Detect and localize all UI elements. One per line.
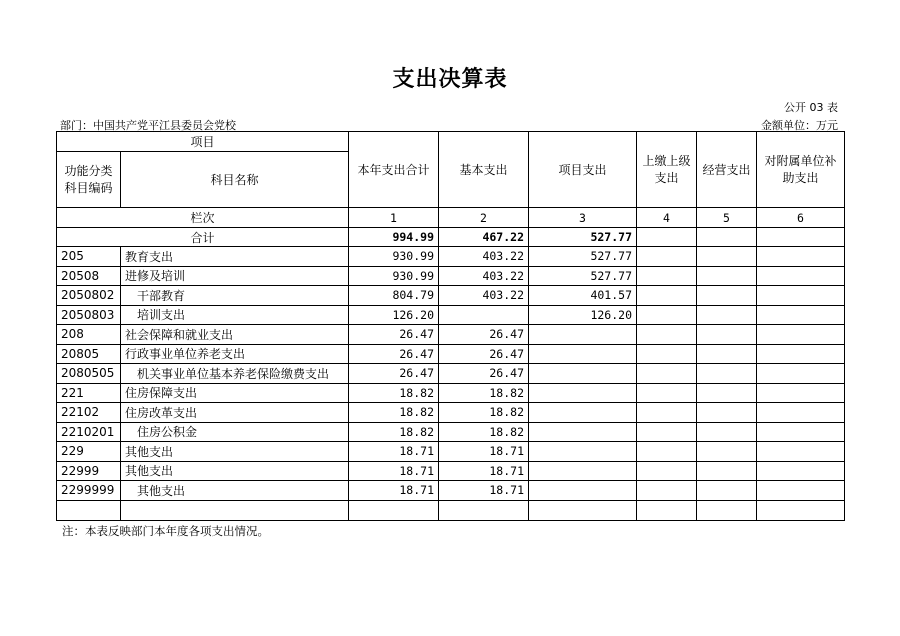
cell-subject-name: 其他支出 (121, 481, 349, 501)
cell-upper (637, 422, 697, 442)
amount-unit-label: 金额单位：万元 (761, 119, 838, 132)
column-number-label: 栏次 (57, 208, 349, 228)
table-row (57, 266, 845, 286)
cell-code: 2299999 (57, 481, 121, 501)
table-row (57, 500, 845, 520)
cell-business (697, 422, 757, 442)
cell-total: 18.82 (349, 383, 439, 403)
cell-code: 229 (57, 442, 121, 462)
cell-business (697, 247, 757, 267)
cell-project: 126.20 (529, 305, 637, 325)
cell-subject-name: 住房改革支出 (121, 403, 349, 423)
cell-total: 26.47 (349, 364, 439, 384)
column-number: 5 (697, 208, 757, 228)
cell-basic: 18.71 (439, 461, 529, 481)
cell-subsidy (757, 305, 845, 325)
cell-total: 26.47 (349, 325, 439, 345)
total-row (57, 228, 845, 247)
cell-project (529, 442, 637, 462)
column-number: 2 (439, 208, 529, 228)
cell-total: 18.71 (349, 442, 439, 462)
cell-subsidy (757, 247, 845, 267)
cell-basic: 18.82 (439, 383, 529, 403)
total-upper (637, 228, 697, 247)
cell-subject-name (121, 500, 349, 520)
cell-project (529, 500, 637, 520)
expenditure-table (56, 131, 845, 521)
cell-total: 18.71 (349, 461, 439, 481)
cell-subsidy (757, 481, 845, 501)
cell-subsidy (757, 403, 845, 423)
cell-project (529, 403, 637, 423)
cell-subsidy (757, 383, 845, 403)
table-row (57, 442, 845, 462)
cell-project: 527.77 (529, 266, 637, 286)
cell-subject-name: 其他支出 (121, 461, 349, 481)
cell-subsidy (757, 266, 845, 286)
table-row (57, 461, 845, 481)
cell-upper (637, 403, 697, 423)
cell-upper (637, 500, 697, 520)
cell-basic: 403.22 (439, 266, 529, 286)
column-number: 1 (349, 208, 439, 228)
cell-code: 20508 (57, 266, 121, 286)
page-title: 支出决算表 (392, 67, 508, 92)
cell-basic (439, 500, 529, 520)
cell-subsidy (757, 325, 845, 345)
cell-business (697, 364, 757, 384)
cell-subject-name: 住房公积金 (121, 422, 349, 442)
column-number: 6 (757, 208, 845, 228)
table-row (57, 305, 845, 325)
table-row (57, 344, 845, 364)
total-business (697, 228, 757, 247)
table-row (57, 481, 845, 501)
table-row (57, 383, 845, 403)
header-project-expenditure: 项目支出 (529, 132, 637, 208)
table-row (57, 247, 845, 267)
cell-upper (637, 344, 697, 364)
header-business: 经营支出 (697, 132, 757, 208)
cell-code: 2050803 (57, 305, 121, 325)
header-upper: 上缴上级支出 (637, 132, 697, 208)
cell-subsidy (757, 422, 845, 442)
header-func-code: 功能分类科目编码 (57, 152, 121, 208)
cell-subsidy (757, 461, 845, 481)
cell-business (697, 305, 757, 325)
cell-business (697, 383, 757, 403)
cell-project (529, 383, 637, 403)
cell-code: 22102 (57, 403, 121, 423)
cell-business (697, 442, 757, 462)
cell-upper (637, 364, 697, 384)
department-label: 部门：中国共产党平江县委员会党校 (60, 119, 236, 132)
cell-basic (439, 305, 529, 325)
total-amount: 994.99 (349, 228, 439, 247)
cell-total: 26.47 (349, 344, 439, 364)
cell-code: 2080505 (57, 364, 121, 384)
cell-upper (637, 481, 697, 501)
total-basic: 467.22 (439, 228, 529, 247)
header-subject-name: 科目名称 (121, 152, 349, 208)
cell-subsidy (757, 344, 845, 364)
cell-upper (637, 247, 697, 267)
table-row (57, 364, 845, 384)
table-row (57, 325, 845, 345)
cell-subject-name: 行政事业单位养老支出 (121, 344, 349, 364)
cell-basic: 18.82 (439, 403, 529, 423)
cell-basic: 18.71 (439, 442, 529, 462)
cell-total (349, 500, 439, 520)
cell-code (57, 500, 121, 520)
cell-upper (637, 266, 697, 286)
cell-subject-name: 干部教育 (121, 286, 349, 306)
cell-business (697, 266, 757, 286)
column-number-row (57, 208, 845, 228)
footnote: 注：本表反映部门本年度各项支出情况。 (62, 524, 269, 538)
cell-code: 22999 (57, 461, 121, 481)
cell-basic: 18.82 (439, 422, 529, 442)
total-project: 527.77 (529, 228, 637, 247)
cell-basic: 26.47 (439, 344, 529, 364)
column-number: 4 (637, 208, 697, 228)
cell-upper (637, 286, 697, 306)
cell-business (697, 461, 757, 481)
cell-code: 221 (57, 383, 121, 403)
cell-subject-name: 培训支出 (121, 305, 349, 325)
cell-business (697, 286, 757, 306)
cell-subsidy (757, 364, 845, 384)
cell-project (529, 325, 637, 345)
cell-basic: 26.47 (439, 325, 529, 345)
header-project: 项目 (57, 132, 349, 152)
cell-code: 2210201 (57, 422, 121, 442)
cell-subsidy (757, 500, 845, 520)
cell-basic: 403.22 (439, 286, 529, 306)
cell-business (697, 344, 757, 364)
cell-upper (637, 461, 697, 481)
document-number: 公开 03 表 (784, 101, 838, 114)
cell-total: 126.20 (349, 305, 439, 325)
header-basic: 基本支出 (439, 132, 529, 208)
cell-project (529, 422, 637, 442)
table-row (57, 286, 845, 306)
cell-code: 2050802 (57, 286, 121, 306)
cell-basic: 18.71 (439, 481, 529, 501)
cell-upper (637, 325, 697, 345)
cell-subject-name: 住房保障支出 (121, 383, 349, 403)
total-subsidy (757, 228, 845, 247)
header-total: 本年支出合计 (349, 132, 439, 208)
cell-total: 18.71 (349, 481, 439, 501)
cell-basic: 403.22 (439, 247, 529, 267)
cell-upper (637, 383, 697, 403)
cell-project (529, 344, 637, 364)
cell-total: 18.82 (349, 403, 439, 423)
cell-subject-name: 社会保障和就业支出 (121, 325, 349, 345)
cell-project (529, 364, 637, 384)
cell-business (697, 403, 757, 423)
cell-upper (637, 305, 697, 325)
cell-code: 208 (57, 325, 121, 345)
cell-subject-name: 其他支出 (121, 442, 349, 462)
cell-total: 804.79 (349, 286, 439, 306)
cell-project (529, 481, 637, 501)
cell-code: 20805 (57, 344, 121, 364)
cell-project (529, 461, 637, 481)
cell-total: 930.99 (349, 266, 439, 286)
cell-subsidy (757, 286, 845, 306)
cell-total: 930.99 (349, 247, 439, 267)
header-subsidy: 对附属单位补助支出 (757, 132, 845, 208)
cell-business (697, 325, 757, 345)
cell-subject-name: 进修及培训 (121, 266, 349, 286)
cell-upper (637, 442, 697, 462)
cell-basic: 26.47 (439, 364, 529, 384)
cell-project: 527.77 (529, 247, 637, 267)
cell-subject-name: 机关事业单位基本养老保险缴费支出 (121, 364, 349, 384)
cell-business (697, 500, 757, 520)
cell-project: 401.57 (529, 286, 637, 306)
table-row (57, 403, 845, 423)
header-row-project (57, 132, 845, 152)
cell-business (697, 481, 757, 501)
column-number: 3 (529, 208, 637, 228)
table-row (57, 422, 845, 442)
cell-total: 18.82 (349, 422, 439, 442)
cell-subject-name: 教育支出 (121, 247, 349, 267)
cell-code: 205 (57, 247, 121, 267)
cell-subsidy (757, 442, 845, 462)
total-label: 合计 (57, 228, 349, 247)
